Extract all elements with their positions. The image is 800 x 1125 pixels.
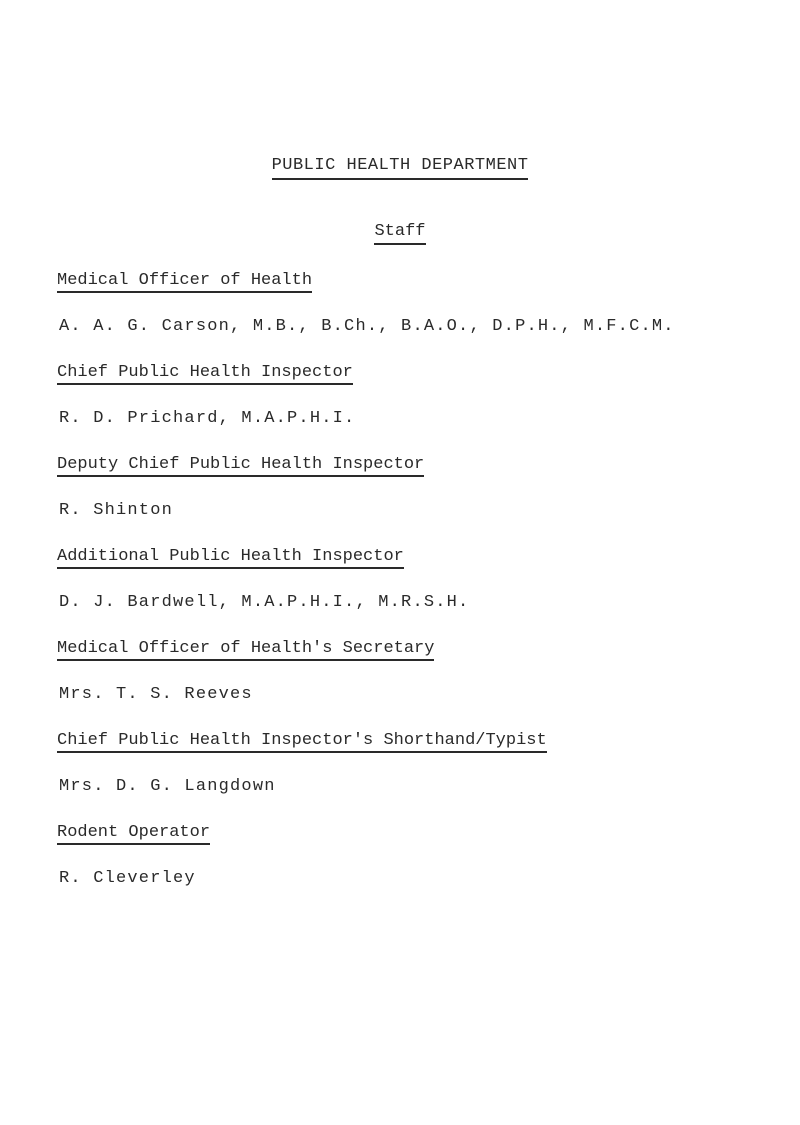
page-title-text: PUBLIC HEALTH DEPARTMENT <box>272 156 529 180</box>
staff-list <box>57 270 787 914</box>
staff-role <box>57 270 787 292</box>
staff-role-text: Chief Public Health Inspector's Shorthand/Typist <box>57 731 547 753</box>
staff-holder: Mrs. T. S. Reeves <box>59 685 253 704</box>
staff-holder: D. J. Bardwell, M.A.P.H.I., M.R.S.H. <box>59 593 470 612</box>
staff-holder: A. A. G. Carson, M.B., B.Ch., B.A.O., D.P.H., M.F.C.M. <box>59 317 675 336</box>
page-subtitle <box>0 222 800 245</box>
staff-role <box>57 638 787 660</box>
staff-entry <box>57 730 787 798</box>
staff-role-text: Medical Officer of Health <box>57 271 312 293</box>
staff-entry <box>57 638 787 706</box>
staff-holder: R. Cleverley <box>59 869 196 888</box>
staff-entry <box>57 270 787 338</box>
staff-role-text: Chief Public Health Inspector <box>57 363 353 385</box>
page-title <box>0 156 800 180</box>
staff-holder: R. D. Prichard, M.A.P.H.I. <box>59 409 356 428</box>
staff-role-text: Rodent Operator <box>57 823 210 845</box>
staff-role-text: Deputy Chief Public Health Inspector <box>57 455 424 477</box>
staff-role <box>57 546 787 568</box>
staff-holder: R. Shinton <box>59 501 174 520</box>
staff-role <box>57 730 787 752</box>
staff-role-text: Additional Public Health Inspector <box>57 547 404 569</box>
page-subtitle-text: Staff <box>374 222 425 245</box>
staff-role-text: Medical Officer of Health's Secretary <box>57 639 434 661</box>
staff-entry <box>57 454 787 522</box>
staff-holder: Mrs. D. G. Langdown <box>59 777 276 796</box>
staff-entry <box>57 546 787 614</box>
staff-entry <box>57 362 787 430</box>
staff-entry <box>57 822 787 890</box>
staff-role <box>57 454 787 476</box>
staff-role <box>57 362 787 384</box>
staff-role <box>57 822 787 844</box>
